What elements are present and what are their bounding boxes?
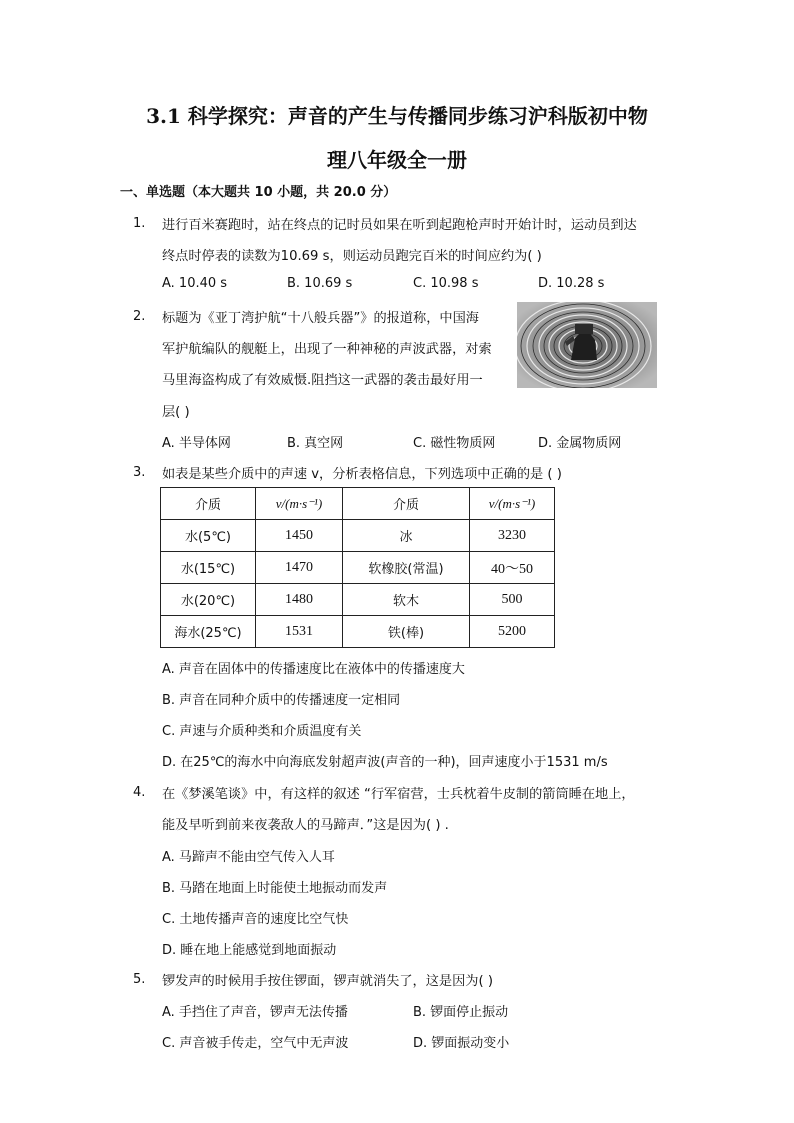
question-4-line-2: 能及早听到前来夜袭敌人的马蹄声．”这是因为( ) . [162,818,449,833]
page-title-line-2: 理八年级全一册 [327,148,467,172]
question-1-option-b[interactable]: B. 10.69 s [287,276,353,291]
table-cell: 1470 [256,552,343,584]
table-cell: 3230 [470,520,555,552]
table-row [161,552,555,584]
question-1-option-c[interactable]: C. 10.98 s [413,276,479,291]
question-1-option-d[interactable]: D. 10.28 s [538,276,605,291]
question-1-option-a[interactable]: A. 10.40 s [162,276,228,291]
table-row [161,584,555,616]
table-header-medium-1: 介质 [161,488,256,520]
question-2-line-1: 标题为《亚丁湾护航“十八般兵器”》的报道称，中国海 [162,311,479,326]
question-5-number: 5. [133,972,146,987]
question-2-line-3: 马里海盗构成了有效威慑.阻挡这一武器的袭击最好用一 [162,373,483,388]
table-cell: 海水(25℃) [161,616,256,648]
question-1-line-1: 进行百米赛跑时，站在终点的记时员如果在听到起跑枪声时开始计时，运动员到达 [162,218,637,233]
question-2-line-4: 层( ) [162,405,190,420]
table-row [161,520,555,552]
question-5-option-a[interactable]: A. 手挡住了声音，锣声无法传播 [162,1005,348,1020]
question-4-number: 4. [133,785,146,800]
question-3-option-c[interactable]: C. 声速与介质种类和介质温度有关 [162,724,362,739]
question-5-option-b[interactable]: B. 锣面停止振动 [413,1005,509,1020]
section-heading: 一、单选题（本大题共 10 小题，共 20.0 分） [120,185,397,200]
sound-speed-table [160,487,555,648]
table-cell: 软橡胶(常温) [343,552,470,584]
question-3-option-d[interactable]: D. 在25℃的海水中向海底发射超声波(声音的一种)，回声速度小于1531 m/s [162,755,608,770]
question-4-option-c[interactable]: C. 土地传播声音的速度比空气快 [162,912,349,927]
table-cell: 水(20℃) [161,584,256,616]
table-cell: 水(5℃) [161,520,256,552]
question-5-option-c[interactable]: C. 声音被手传走，空气中无声波 [162,1036,349,1051]
sonic-weapon-image [517,302,657,388]
question-3-option-b[interactable]: B. 声音在同种介质中的传播速度一定相同 [162,693,401,708]
table-cell: 40～50 [470,552,555,584]
question-2-option-c[interactable]: C. 磁性物质网 [413,436,496,451]
table-header-medium-2: 介质 [343,488,470,520]
question-4-option-b[interactable]: B. 马踏在地面上时能使土地振动而发声 [162,881,388,896]
question-4-option-d[interactable]: D. 睡在地上能感觉到地面振动 [162,943,337,958]
question-2-option-b[interactable]: B. 真空网 [287,436,344,451]
question-2-line-2: 军护航编队的舰艇上，出现了一种神秘的声波武器，对索 [162,342,492,357]
table-cell: 冰 [343,520,470,552]
question-1-number: 1. [133,216,146,231]
question-1-line-2: 终点时停表的读数为10.69 s，则运动员跑完百米的时间应约为( ) [162,249,542,264]
question-3-line-1: 如表是某些介质中的声速 v，分析表格信息，下列选项中正确的是 ( ) [162,467,562,482]
question-5-line-1: 锣发声的时候用手按住锣面，锣声就消失了，这是因为( ) [162,974,493,989]
question-4-line-1: 在《梦溪笔谈》中，有这样的叙述 “行军宿营，士兵枕着牛皮制的箭筒睡在地上， [162,787,635,802]
table-cell: 500 [470,584,555,616]
question-2-number: 2. [133,309,146,324]
table-cell: 1450 [256,520,343,552]
table-row [161,616,555,648]
question-4-option-a[interactable]: A. 马蹄声不能由空气传入人耳 [162,850,335,865]
question-3-option-a[interactable]: A. 声音在固体中的传播速度比在液体中的传播速度大 [162,662,465,677]
table-cell: 软木 [343,584,470,616]
question-2-option-d[interactable]: D. 金属物质网 [538,436,622,451]
table-cell: 1531 [256,616,343,648]
question-5-option-d[interactable]: D. 锣面振动变小 [413,1036,510,1051]
table-cell: 5200 [470,616,555,648]
table-header-speed-2: v/(m·s⁻¹) [470,488,555,520]
table-cell: 水(15℃) [161,552,256,584]
table-header-row [161,488,555,520]
table-header-speed-1: v/(m·s⁻¹) [256,488,343,520]
table-cell: 铁(棒) [343,616,470,648]
table-cell: 1480 [256,584,343,616]
question-2-option-a[interactable]: A. 半导体网 [162,436,231,451]
page-title-line-1: 3.1 科学探究：声音的产生与传播同步练习沪科版初中物 [146,104,648,128]
question-3-number: 3. [133,465,146,480]
